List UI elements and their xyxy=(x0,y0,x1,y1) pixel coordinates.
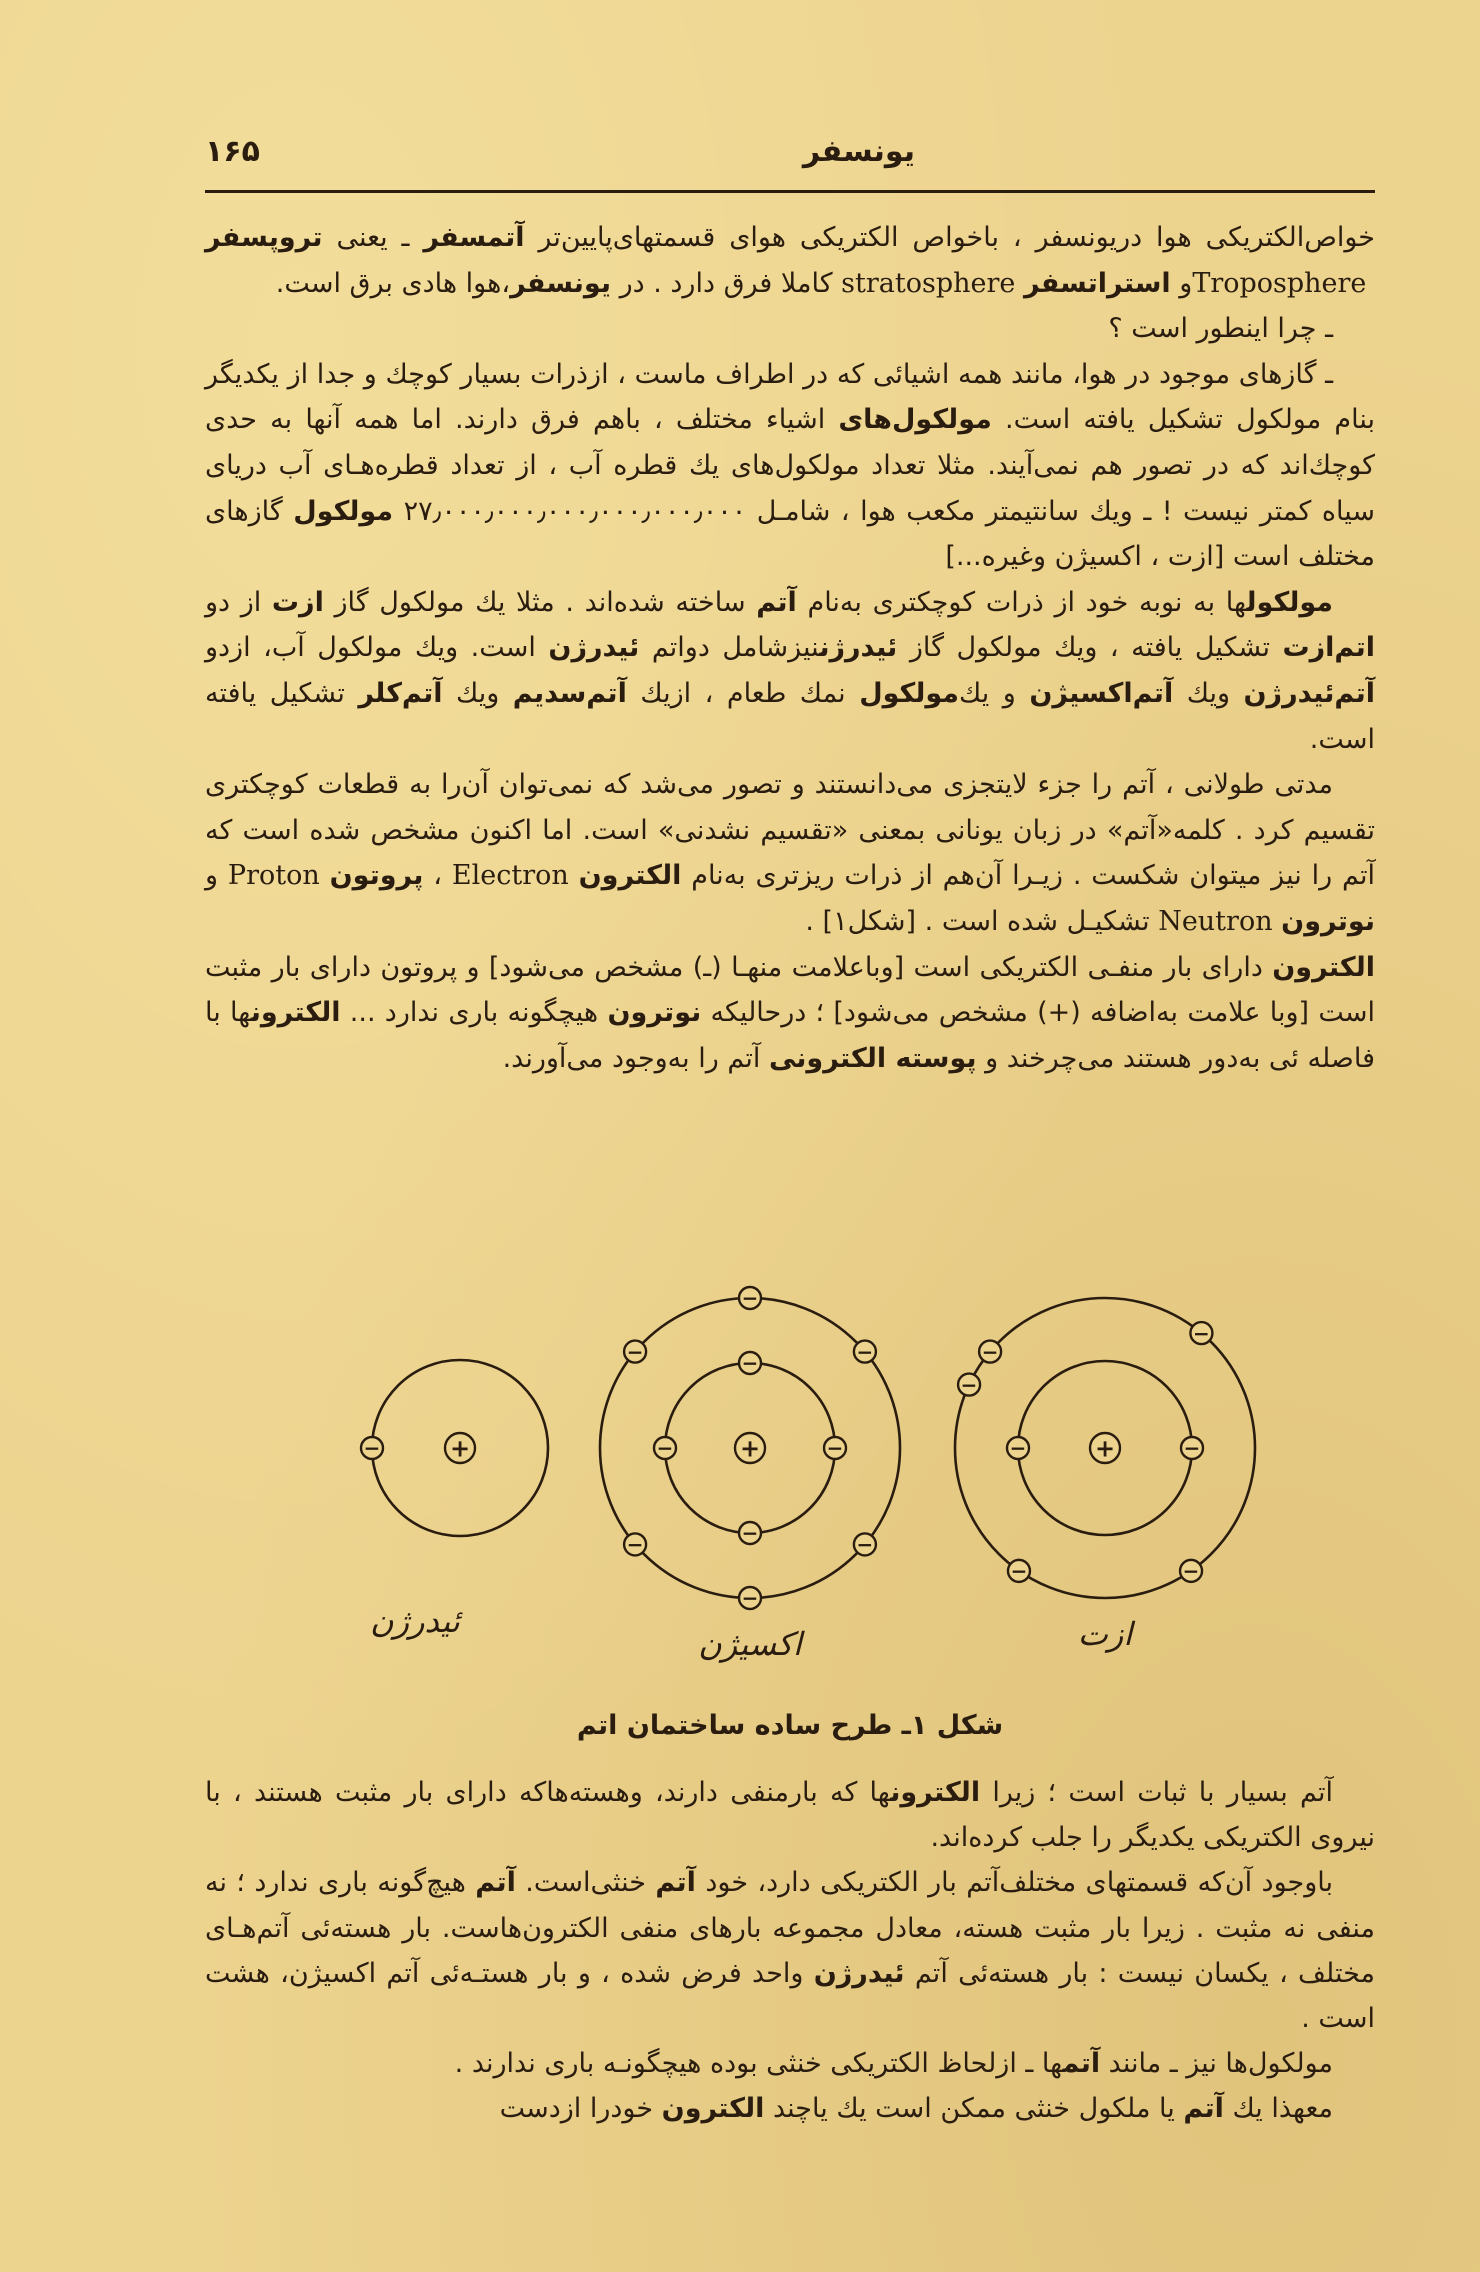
text-run: ها که بارمنفی دارند، وهسته‌هاکه دارای بار مثبت هستند ، با نیروی الکتریکی یکدیگر را جلب کرده‌اند. xyxy=(205,1777,1375,1854)
electron-sign: − xyxy=(1009,1436,1027,1461)
electron-sign: − xyxy=(1182,1559,1200,1584)
electron-sign: − xyxy=(1193,1321,1210,1346)
text-run: و xyxy=(205,860,219,892)
electron-sign: − xyxy=(741,1586,759,1611)
electron-sign: − xyxy=(363,1436,381,1461)
bold-term: مولکول xyxy=(859,677,960,709)
bold-term: نوترون xyxy=(1281,905,1375,937)
electron-sign: − xyxy=(741,1351,759,1376)
text-run: خودرا ازدست xyxy=(499,2093,662,2125)
text-run: ،هوا هادی برق است. xyxy=(275,267,511,299)
text-run: ویك xyxy=(442,677,513,709)
figure-caption: شکل ۱ـ طرح ساده ساختمان اتم xyxy=(576,1710,1004,1741)
body-text-top xyxy=(205,215,1375,1081)
electron-sign: − xyxy=(741,1286,759,1311)
paragraph xyxy=(205,762,1375,944)
nucleus-sign: + xyxy=(739,1434,761,1463)
text-run: ها ـ ازلحاظ الکتریکی خنثی بوده هیچگونـه باری ندارند . xyxy=(454,2048,1063,2080)
latin-term: Electron xyxy=(442,860,579,892)
text-run: و یك‌ xyxy=(959,677,1030,709)
paragraph xyxy=(205,2086,1375,2131)
electron-sign: − xyxy=(626,1532,644,1557)
electron-sign: − xyxy=(1010,1559,1028,1584)
paragraph xyxy=(205,945,1375,1082)
text-run: ها به نوبه خود از ذرات کوچکتری به‌نام xyxy=(796,586,1247,618)
latin-term: stratosphere xyxy=(832,267,1024,299)
text-run: هیچ‌گونه باری ندارد ؛ نه منفی نه مثبت . زیرا بار مثبت هسته، معادل مجموعه بارهای منفی الکترون‌هاست. بار هسته‌ئی آتم‌هـای مختلف ، یکسان نیست : بار هسته‌ئی آتم xyxy=(205,1867,1375,1989)
bold-term: آتم xyxy=(475,1867,516,1899)
bold-term: استراتسفر xyxy=(1023,267,1171,299)
bold-term: ئیدرژن xyxy=(819,632,898,664)
electron-sign: − xyxy=(981,1339,999,1364)
header-rule xyxy=(205,190,1375,193)
paragraph xyxy=(205,1770,1375,1860)
bold-term: مولکول xyxy=(1246,586,1333,618)
text-run: و xyxy=(1170,267,1193,299)
page-number: ۱۶۵ xyxy=(205,134,260,169)
bold-term: آتمسفر xyxy=(423,222,525,253)
text-run: اشیاء مختلف ، باهم فرق دارند. اما همه آنها به حدی کوچك‌اند که در تصور هم نمی‌آیند. مثلا تعداد مولکول‌های یك قطره آب ، از تعداد قطره‌هـای آب دریای سیاه کمتر نیست ! ـ ویك سانتیمتر مکعب هوا ، شامـل ۲۷٫۰۰۰٫۰۰۰٫۰۰۰٫۰۰۰٫۰۰۰٫۰۰۰ xyxy=(205,404,1375,527)
paragraph xyxy=(205,352,1375,580)
text-run: دارای بار منفـی الکتریکی است [وباعلامت منهـا (ـ) مشخص می‌شود] و پروتون دارای بار مثبت است [وبا علامت به‌اضافه (+) مشخص می‌شود] ؛ درحالیکه xyxy=(205,951,1375,1029)
text-run: معهذا یك xyxy=(1223,2093,1333,2125)
bold-term: آتم xyxy=(1062,2048,1101,2080)
electron-sign: − xyxy=(626,1339,644,1364)
text-run: ـ چرا اینطور است ؟ xyxy=(1108,313,1333,345)
body-text-bottom xyxy=(205,1770,1375,2132)
bold-term: الکترون xyxy=(890,1777,981,1808)
atom-diagram xyxy=(205,1270,1375,1690)
bold-term: اتم‌ازت xyxy=(1282,632,1375,664)
electron-sign: − xyxy=(856,1532,874,1557)
label-nitrogen: ازت xyxy=(1077,1615,1133,1653)
nucleus-sign: + xyxy=(449,1434,471,1463)
bold-term: آتم xyxy=(1183,2093,1224,2125)
electron-sign: − xyxy=(741,1521,759,1546)
paragraph xyxy=(205,215,1375,306)
text-run: یا ملکول خنثی ممکن است یك یاچند xyxy=(764,2093,1184,2125)
bold-term: مولکول‌های xyxy=(838,404,992,436)
bold-term: الکترون xyxy=(661,2093,765,2125)
text-run: ویك xyxy=(1173,677,1244,709)
text-run: از دو xyxy=(205,586,272,618)
paragraph xyxy=(205,2041,1375,2086)
text-run: آتم بسیار با ثبات است ؛ زیرا xyxy=(980,1777,1333,1808)
text-run: نیزشامل دواتم xyxy=(639,632,820,664)
nucleus-sign: + xyxy=(1094,1434,1116,1463)
electron-sign: − xyxy=(656,1436,674,1461)
text-run: خواص‌الکتریکی هوا دریونسفر ، باخواص الکتریکی هوای قسمتهای‌پایین‌تر xyxy=(524,222,1375,253)
bold-term: پروتون xyxy=(329,860,424,892)
label-hydrogen: ئیدرژن xyxy=(370,1602,460,1640)
text-run: ، xyxy=(423,860,443,892)
electron-sign: − xyxy=(1183,1436,1201,1461)
paragraph xyxy=(205,1860,1375,2041)
bold-term: آتم xyxy=(655,1867,696,1899)
atom-figure xyxy=(205,1270,1375,1690)
paragraph xyxy=(205,306,1375,352)
electron-sign: − xyxy=(960,1372,978,1397)
running-title: یونسفر xyxy=(802,134,915,169)
bold-term: ئیدرژن xyxy=(548,632,640,664)
bold-term: آتم‌سدیم xyxy=(512,677,627,709)
bold-term: تروپسفر xyxy=(205,222,323,253)
bold-term: آتم‌اکسیژن xyxy=(1029,677,1174,709)
latin-term: Troposphere xyxy=(1192,267,1375,299)
text-run: تشکیـل شده است . [شکل۱] . xyxy=(805,905,1150,937)
bold-term: آتم xyxy=(756,586,797,618)
text-run: خنثی‌است. xyxy=(515,1867,656,1899)
text-run: باوجود آن‌که قسمتهای مختلف‌آتم بار الکتریکی دارد، خود xyxy=(695,1867,1333,1899)
electron-sign: − xyxy=(826,1436,844,1461)
text-run: کاملا فرق دارد . در xyxy=(611,267,833,299)
text-run: نمك طعام ، ازیك xyxy=(626,677,860,709)
text-run: مدتی طولانی ، آتم را جزء لایتجزی می‌دانستند و تصور می‌شد که نمی‌توان آن‌را به قطعات کوچکتری تقسیم کرد . کلمه«آتم» در زبان یونانی بمعنی «تقسیم نشدنی» است. اما اکنون مشخص شده است که آتم را نیز میتوان شکست . زیـرا آن‌هم از ذرات ریزتری به‌نام xyxy=(205,769,1375,892)
text-run: هیچگونه باری ندارد ... xyxy=(340,997,608,1029)
bold-term: ئیدرژن xyxy=(813,1957,905,1989)
text-run: ـ گازهای موجود در هوا، مانند همه اشیائی که در اطراف ماست ، ازذرات بسیار کوچك و جدا از یکدیگر بنام مولکول تشکیل یافته است. xyxy=(205,358,1375,436)
bold-term: آتم‌کلر xyxy=(358,677,443,709)
bold-term: الکترون xyxy=(1272,951,1375,983)
text-run: ـ یعنی xyxy=(322,222,424,253)
latin-term: Proton xyxy=(218,860,330,892)
text-run: تشکیل یافته ، ویك مولکول گاز xyxy=(897,632,1283,664)
bold-term: پوسته الکترونی xyxy=(768,1042,977,1074)
bold-term: الکترون xyxy=(250,997,341,1029)
text-run: تشکیل یافته است. xyxy=(205,677,1375,755)
text-run: مولکول‌ها نیز ـ مانند xyxy=(1100,2048,1333,2080)
text-run: واحد فرض شده ، و بار هستـه‌ئی آتم اکسیژن، هشت است . xyxy=(205,1957,1375,2035)
text-run: ساخته شده‌اند . مثلا یك مولکول گاز xyxy=(323,586,757,618)
page-header xyxy=(205,130,1375,182)
bold-term: نوترون xyxy=(607,997,702,1029)
label-oxygen: اکسیژن xyxy=(698,1625,802,1663)
text-run: آتم را به‌وجود می‌آورند. xyxy=(502,1042,769,1074)
electron-sign: − xyxy=(856,1339,874,1364)
bold-term: الکترون xyxy=(578,860,682,892)
bold-term: آتم‌ئیدرژن xyxy=(1243,677,1375,709)
text-run: ها با فاصله ئی به‌دور هستند می‌چرخند و xyxy=(205,997,1375,1074)
bold-term: مولکول xyxy=(293,495,394,527)
latin-term: Neutron xyxy=(1149,905,1282,937)
text-run: گازهای مختلف است [ازت ، اکسیژن وغیره...] xyxy=(205,495,1375,573)
bold-term: یونسفر xyxy=(510,267,612,299)
paragraph xyxy=(205,580,1375,762)
text-run: است. ویك مولکول آب، ازدو xyxy=(205,632,549,664)
bold-term: ازت xyxy=(271,586,324,618)
